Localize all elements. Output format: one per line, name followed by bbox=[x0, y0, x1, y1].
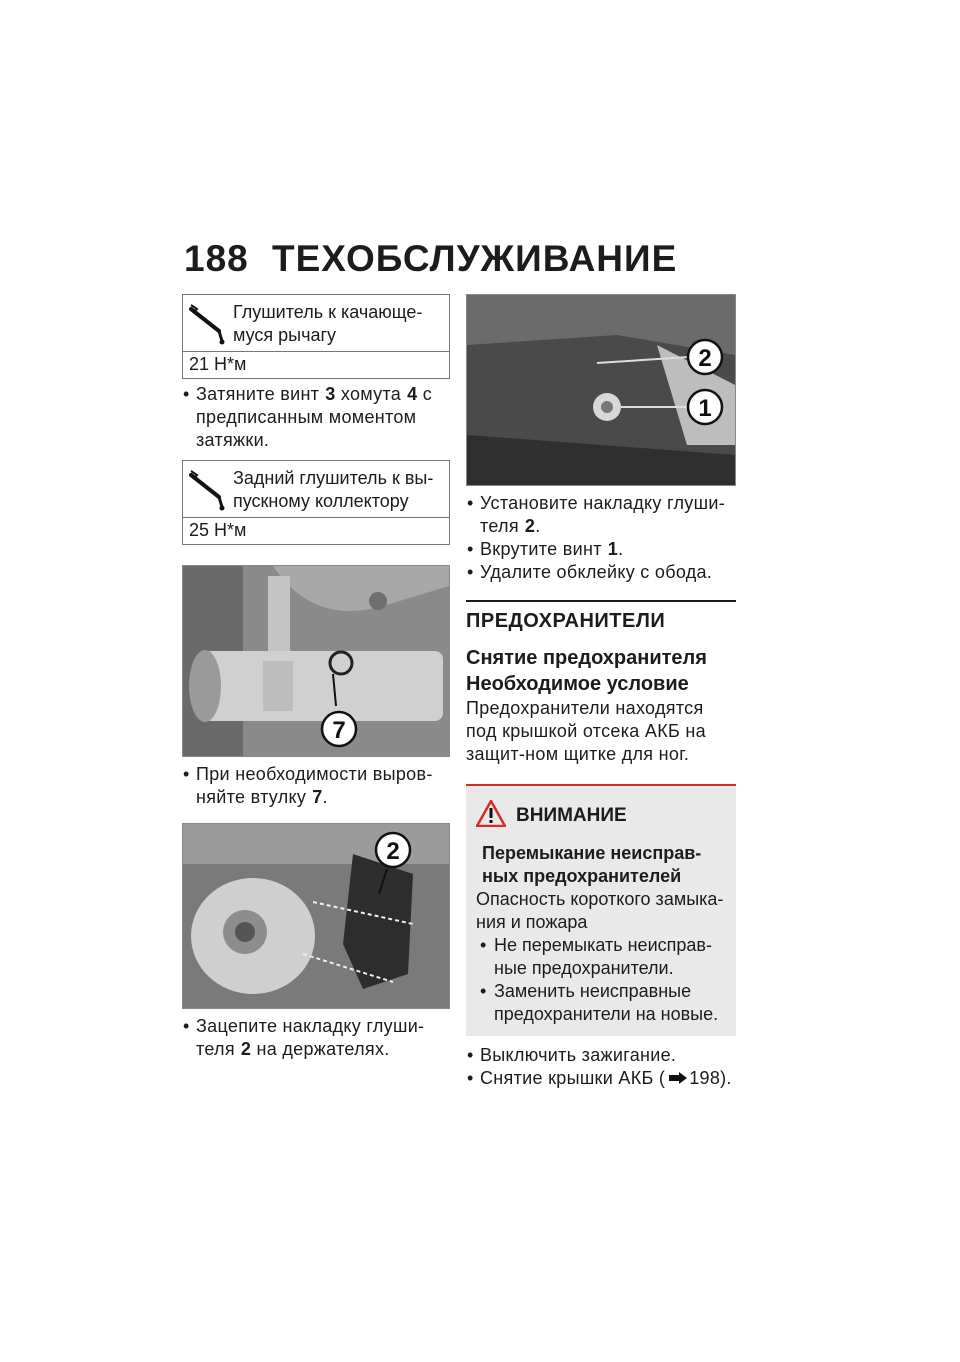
subsection-title: Снятие предохранителя bbox=[466, 647, 707, 669]
final-steps bbox=[466, 1044, 736, 1090]
torque-label: Глушитель к качающе-муся рычагу bbox=[233, 302, 423, 345]
list-item: • Не перемыкать неисправ-ные предохранители. bbox=[476, 934, 728, 980]
page-reference-arrow-icon bbox=[669, 1067, 687, 1090]
page-reference-link[interactable]: 198 bbox=[689, 1068, 721, 1088]
list-item bbox=[466, 538, 736, 561]
condition-text: Предохранители находятся под крышкой отсека АКБ на защит-ном щитке для ног. bbox=[466, 698, 706, 764]
step-text: При необходимости выров-няйте втулку bbox=[196, 764, 433, 807]
callout-number: 7 bbox=[332, 717, 346, 744]
page-number: 188 bbox=[184, 238, 249, 279]
photo-exhaust-cover bbox=[182, 823, 450, 1009]
step-text: . bbox=[322, 787, 328, 807]
torque-wrench-icon bbox=[189, 301, 229, 350]
step-text: Затяните винт bbox=[196, 384, 320, 404]
torque-wrench-icon bbox=[189, 467, 229, 516]
ref-number: 1 bbox=[607, 539, 619, 559]
list-item: • Заменить неисправные предохранители на новые. bbox=[476, 980, 728, 1026]
warning-box bbox=[466, 784, 736, 1036]
section-title: ПРЕДОХРАНИТЕЛИ bbox=[466, 600, 736, 633]
step-text: Установите накладку глуши-теля bbox=[480, 493, 725, 536]
step-text: Вкрутите винт bbox=[480, 539, 602, 559]
step-text: на держателях. bbox=[256, 1039, 390, 1059]
warning-subtitle: Перемыкание неисправ-ных предохранителей bbox=[482, 843, 702, 886]
list-item bbox=[466, 1067, 736, 1090]
list-item: • Выключить зажигание. bbox=[466, 1044, 736, 1067]
step-text: Удалите обклейку с обода. bbox=[480, 562, 713, 582]
photo-exhaust-sleeve bbox=[182, 565, 450, 757]
page-title: ТЕХОБСЛУЖИВАНИЕ bbox=[272, 238, 678, 279]
step-text: Снятие крышки АКБ ( bbox=[480, 1068, 666, 1088]
list-item bbox=[466, 561, 736, 584]
ref-number: 2 bbox=[240, 1039, 252, 1059]
torque-value: 25 Н*м bbox=[189, 520, 247, 540]
ref-number: 2 bbox=[524, 516, 536, 536]
step-text: с предписанным моментом затяжки. bbox=[196, 384, 433, 450]
warning-text: Опасность короткого замыка-ния и пожара bbox=[476, 889, 724, 932]
page-header bbox=[184, 238, 677, 280]
list-item bbox=[182, 763, 450, 809]
list-item bbox=[182, 1015, 450, 1061]
ref-number: 7 bbox=[312, 787, 323, 807]
left-column bbox=[182, 294, 450, 1061]
callout-number: 1 bbox=[698, 395, 712, 422]
callout-number: 2 bbox=[698, 345, 712, 372]
torque-spec-box bbox=[182, 294, 450, 379]
step-text: Зацепите накладку глуши-теля bbox=[196, 1016, 425, 1059]
right-column bbox=[466, 294, 736, 1090]
steps-list bbox=[466, 492, 736, 584]
step-text: ). bbox=[720, 1068, 732, 1088]
warning-title: ВНИМАНИЕ bbox=[516, 805, 627, 826]
condition-title: Необходимое условие bbox=[466, 673, 689, 695]
torque-label: Задний глушитель к вы-пускному коллектору bbox=[233, 468, 434, 511]
ref-number: 3 bbox=[325, 384, 336, 404]
torque-spec-box bbox=[182, 460, 450, 545]
photo-exhaust-screw bbox=[466, 294, 736, 486]
list-item bbox=[182, 383, 450, 452]
warning-triangle-icon bbox=[476, 800, 506, 832]
callout-number: 2 bbox=[386, 838, 400, 865]
step-text: хомута bbox=[340, 384, 402, 404]
step-text: . bbox=[618, 539, 624, 559]
step-text: . bbox=[535, 516, 541, 536]
ref-number: 4 bbox=[407, 384, 418, 404]
list-item bbox=[466, 492, 736, 538]
torque-value: 21 Н*м bbox=[189, 354, 247, 374]
